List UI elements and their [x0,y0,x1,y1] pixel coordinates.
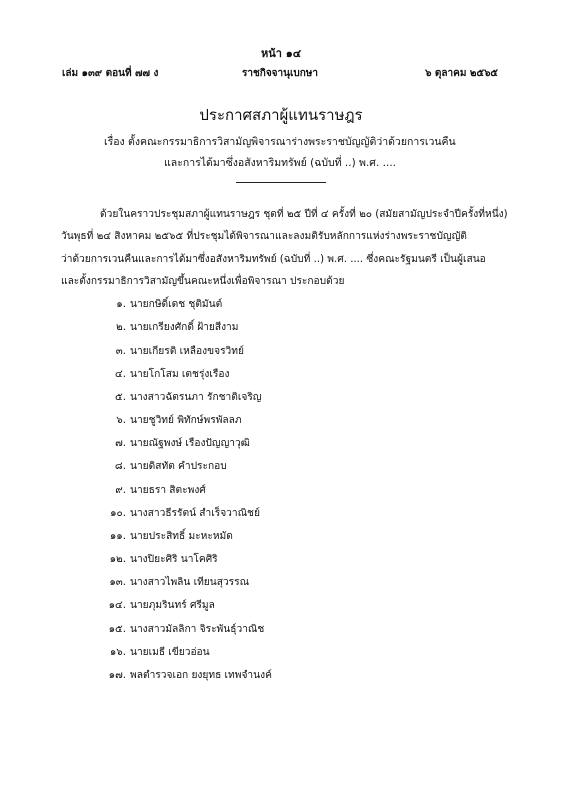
member-name: นางสาวมัลลิกา จิระพันธุ์วาณิช [130,624,265,635]
member-name: นายประสิทธิ์ มะหะหมัด [130,531,233,542]
subject-line-1: เรื่อง ตั้งคณะกรรมาธิการวิสามัญพิจารณาร่างพระราชบัญญัติว่าด้วยการเวนคืน [104,136,456,148]
member-number: ๘. [114,461,126,472]
member-name: พลตำรวจเอก ยงยุทธ เทพจำนงค์ [130,670,272,681]
member-number: ๑๓. [109,577,126,588]
member-number: ๒. [116,322,126,333]
member-number: ๑๒. [109,554,126,565]
body-line-1: ด้วยในคราวประชุมสภาผู้แทนราษฎร ชุดที่ ๒๕ ปีที่ ๔ ครั้งที่ ๒๐ (สมัยสามัญประจำปีครั้งที่หนึ่ง) [100,209,508,220]
list-item [0,621,562,641]
member-name: นายกษิดิ์เดช ชุติมันต์ [130,299,223,310]
list-item [0,458,562,478]
title-divider [236,182,326,183]
member-number: ๔. [115,369,126,380]
list-item [0,551,562,571]
body-line-4: และตั้งกรรมาธิการวิสามัญขึ้นคณะหนึ่งเพื่อพิจารณา ประกอบด้วย [61,276,345,287]
member-name: นายเมธี เขียวอ่อน [130,647,210,658]
member-name: นายเกียรติ เหลืองขจรวิทย์ [130,346,244,357]
member-number: ๑๑. [109,531,126,542]
member-number: ๓. [115,346,126,357]
subject-line-2: และการได้มาซึ่งอสังหาริมทรัพย์ (ฉบับที่ ..) พ.ศ. .... [164,157,396,169]
member-name: นายภุมรินทร์ ศรีมูล [130,600,215,611]
gazette-header [62,66,498,82]
member-number: ๗. [115,438,126,449]
body-line-3: ว่าด้วยการเวนคืนและการได้มาซึ่งอสังหาริมทรัพย์ (ฉบับที่ ..) พ.ศ. .... ซึ่งคณะรัฐมนตรี เป็นผู้เสนอ [61,254,486,265]
member-number: ๑๖. [109,647,126,658]
page-number: หน้า ๑๔ [260,47,302,60]
member-number: ๙. [115,485,126,496]
list-item [0,597,562,617]
gazette-name: ราชกิจจานุเบกษา [241,68,319,79]
list-item [0,482,562,502]
list-item [0,435,562,455]
publication-date: ๖ ตุลาคม ๒๕๖๕ [425,68,498,79]
member-name: นายณัฐพงษ์ เรืองปัญญาวุฒิ [130,438,250,449]
list-item [0,389,562,409]
volume-issue: เล่ม ๑๓๙ ตอนที่ ๗๗ ง [62,68,159,79]
member-number: ๕. [115,392,126,403]
announcement-title: ประกาศสภาผู้แทนราษฎร [199,106,363,124]
member-number: ๑๔. [108,600,126,611]
list-item [0,574,562,594]
list-item [0,644,562,664]
member-name: นายชูวิทย์ พิทักษ์พรพัลลภ [130,415,242,426]
list-item [0,319,562,339]
member-name: นางสาวธีรรัตน์ สำเร็จวาณิชย์ [130,508,260,519]
member-number: ๑. [116,299,126,310]
member-number: ๑๕. [108,624,126,635]
member-name: นางปิยะศิริ นาโคศิริ [130,554,218,565]
member-name: นายดิสทัต คำประกอบ [130,461,227,472]
member-number: ๖. [116,415,126,426]
list-item [0,366,562,386]
list-item [0,343,562,363]
list-item [0,412,562,432]
list-item [0,667,562,687]
list-item [0,505,562,525]
member-name: นายธรา สิตะพงศ์ [130,485,206,496]
member-name: นายเกรียงศักดิ์ ฝ้ายสีงาม [130,322,239,333]
list-item [0,528,562,548]
list-item [0,296,562,316]
member-name: นายโกโสม เตชรุ่งเรือง [130,369,230,380]
member-number: ๑๗. [108,670,126,681]
body-line-2: วันพุธที่ ๒๔ สิงหาคม ๒๕๖๕ ที่ประชุมได้พิจารณาและลงมติรับหลักการแห่งร่างพระราชบัญญัติ [61,231,467,242]
member-name: นางสาวฉัตรนภา รักชาติเจริญ [130,392,262,403]
member-name: นางสาวไพลิน เทียนสุวรรณ [130,577,250,588]
member-number: ๑๐. [110,508,126,519]
